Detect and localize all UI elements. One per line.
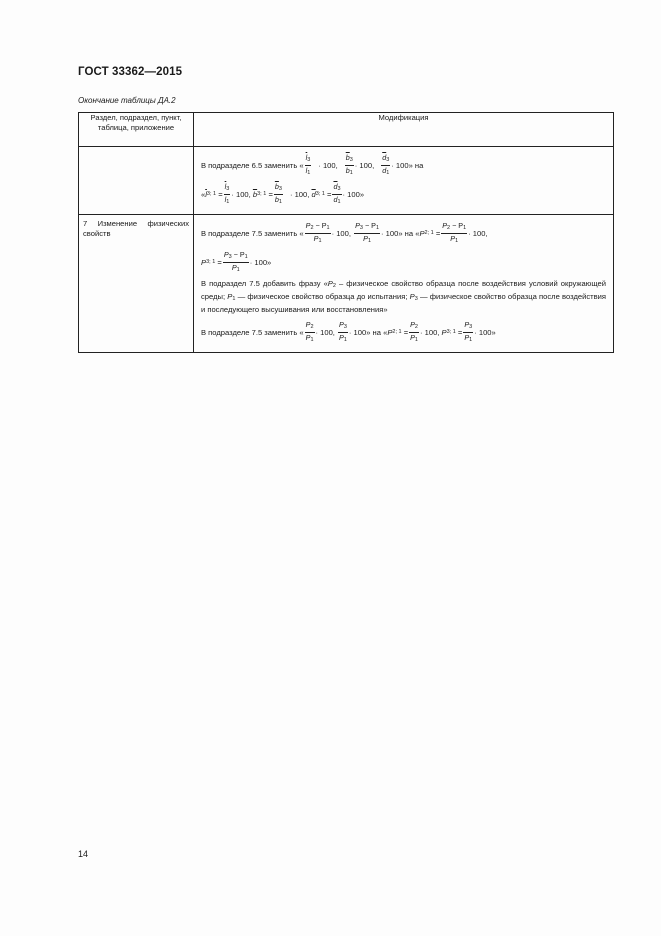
table-row [79, 215, 614, 353]
row1-section [79, 147, 194, 215]
row2-line1: В подразделе 7.5 заменить « $\frac{P_2 - P_1}{P_1}$ · 100, $\frac{P_3 - P_1}{P_1}$ · 100» на « P 2; 1 = $\frac{P_2 - P_1}{P_1}$ · 100, [201, 220, 488, 244]
fraction: $\frac{P_2}{P_1}$ [410, 319, 418, 343]
row2-added-phrase: В подраздел 7.5 добавить фразу «$P_2$ – физическое свойство образца после воздействия условий окружающей среды; $P_1$ — физическое свойство образца до испытания; $P_3$ — физическое свойство образца после воздействия и последующего высушивания или восстановления» [201, 279, 606, 314]
fraction: $\frac{P_3}{P_1}$ [339, 319, 347, 343]
row1-line1: В подразделе 6.5 заменить « $\frac{\overline{l}_3}{l_1}$ · 100, $\frac{\overline{b}_3}{b_1}$ · 100, $\frac{\overline{d}_3}{d_1}$ · 100» на [201, 152, 424, 176]
fraction: $\frac{\overline{b}_3}{b_1}$ [274, 181, 282, 205]
fraction: $\frac{P_2 - P_1}{P_1}$ [442, 220, 467, 244]
fraction: $\frac{P_3}{P_1}$ [464, 319, 473, 343]
header-modification: Модификация [194, 113, 614, 147]
fraction: $\frac{\overline{l}_3}{l_1}$ [224, 181, 230, 205]
modification-table [78, 112, 614, 353]
row2-line4: В подразделе 7.5 заменить « $\frac{P_2}{P_1}$ · 100, $\frac{P_3}{P_1}$ · 100» на « P 2; 1 = $\frac{P_2}{P_1}$ · 100, P 3; 1 = $\frac{P_3}{P_1}$ · 100» [201, 319, 496, 343]
row2-line2: P 3; 1 = $\frac{P_3 - P_1}{P_1}$ · 100» [201, 249, 272, 273]
table-row [79, 147, 614, 215]
row2-section: 7 Изменение физических свойств [79, 215, 194, 353]
fraction: $\frac{P_2}{P_1}$ [305, 319, 314, 343]
table-header-row [79, 113, 614, 147]
row1-modification [194, 147, 614, 215]
fraction: $\frac{\overline{l}_3}{l_1}$ [305, 152, 311, 176]
header-section: Раздел, подраздел, пункт, таблица, приложение [79, 113, 194, 147]
fraction: $\frac{P_2 - P_1}{P_1}$ [305, 220, 330, 244]
fraction: $\frac{P_3 - P_1}{P_1}$ [223, 249, 248, 273]
table-caption: Окончание таблицы ДА.2 [78, 96, 176, 105]
page-number: 14 [78, 849, 89, 859]
document-title: ГОСТ 33362—2015 [78, 66, 183, 78]
fraction: $\frac{\overline{d}_3}{d_1}$ [333, 181, 341, 205]
fraction: $\frac{\overline{d}_3}{d_1}$ [382, 152, 390, 176]
row2-modification [194, 215, 614, 353]
row1-line2: « $\overline{l}$ 3; 1 = $\frac{\overline{l}_3}{l_1}$ · 100, $\overline{b}$ 3; 1 = $\frac{\overline{b}_3}{b_1}$ · 100, $\overline{d}$ 3; 1 = $\frac{\overline{d}_3}{d_1}$ · 100» [201, 181, 365, 205]
fraction: $\frac{\overline{b}_3}{b_1}$ [345, 152, 353, 176]
fraction: $\frac{P_3 - P_1}{P_1}$ [355, 220, 380, 244]
